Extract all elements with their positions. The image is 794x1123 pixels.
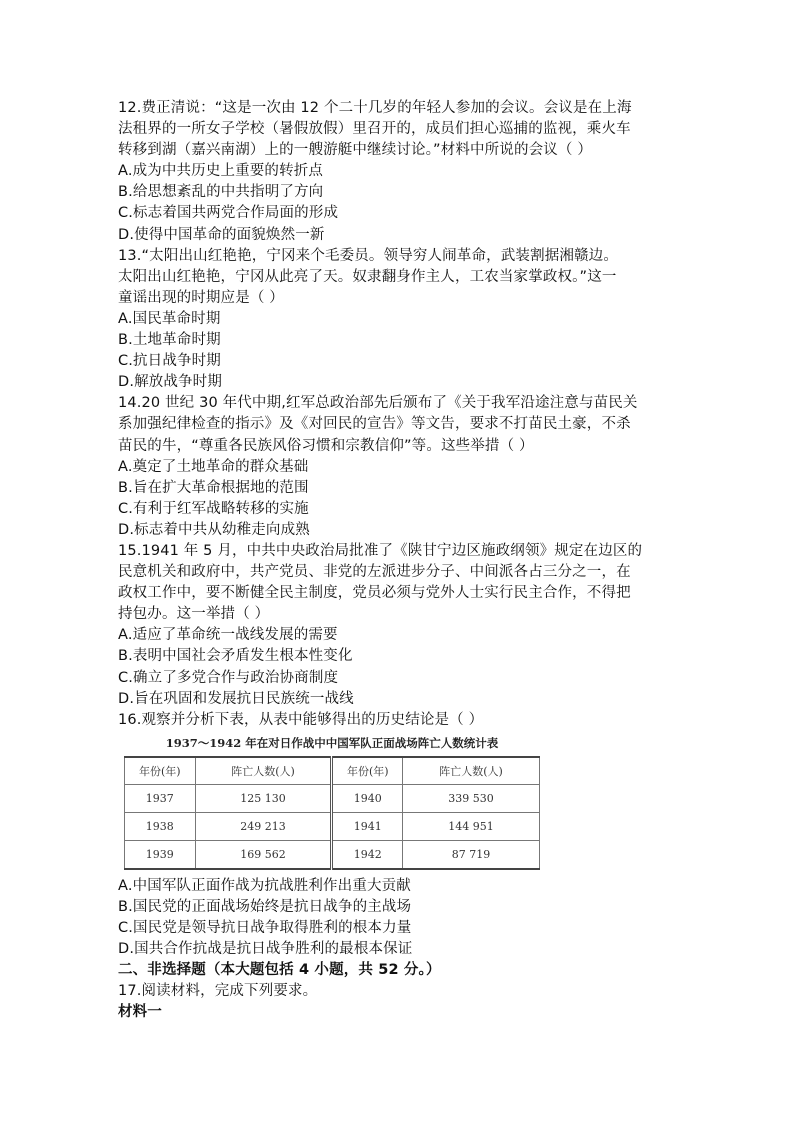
question-stem-line: 13.“太阳出山红艳艳，宁冈来个毛委员。领导穷人闹革命，武装割据湘赣边。 (118, 247, 618, 264)
question-stem-line: 12.费正清说：“这是一次由 12 个二十几岁的年轻人参加的会议。会议是在上海 (118, 100, 632, 116)
cell-year: 1939 (125, 840, 196, 869)
exam-page (118, 98, 678, 1023)
option-a: A.奠定了土地革命的群众基础 (118, 458, 309, 475)
question-stem-line: 太阳出山红艳艳，宁冈从此亮了天。奴隶翻身作主人，工农当家掌政权。”这一 (118, 268, 617, 285)
question-stem-line: 转移到湖（嘉兴南湖）上的一艘游艇中继续讨论。”材料中所说的会议（ ） (118, 142, 592, 159)
question-12 (118, 98, 678, 246)
question-stem-line: 15.1941 年 5 月，中共中央政治局批准了《陕甘宁边区施政纲领》规定在边区的 (118, 542, 643, 559)
option-d: D.国共合作抗战是抗日战争胜利的最根本保证 (118, 941, 413, 958)
option-a: A.中国军队正面作战为抗战胜利作出重大贡献 (118, 877, 411, 894)
question-17-prompt: 17.阅读材料，完成下列要求。 (118, 983, 318, 1000)
casualty-table-figure (124, 735, 540, 870)
table-header-row (125, 757, 540, 785)
option-a: A.成为中共历史上重要的转折点 (118, 163, 324, 180)
header-deaths: 阵亡人数(人) (403, 757, 540, 785)
table-row (125, 812, 540, 840)
option-b: B.表明中国社会矛盾发生根本性变化 (118, 648, 353, 665)
option-d: D.解放战争时期 (118, 374, 222, 391)
option-c: C.国民党是领导抗日战争取得胜利的根本力量 (118, 920, 412, 936)
option-a: A.国民革命时期 (118, 310, 221, 327)
cell-deaths: 169 562 (195, 840, 332, 869)
question-stem-line: 民意机关和政府中，共产党员、非党的左派进步分子、中间派各占三分之一，在 (118, 564, 631, 581)
question-16 (118, 710, 678, 960)
question-stem-line: 16.观察并分析下表，从表中能够得出的历史结论是（ ） (118, 711, 484, 728)
option-b: B.给思想紊乱的中共指明了方向 (118, 184, 324, 201)
question-14 (118, 393, 678, 541)
option-d: D.旨在巩固和发展抗日民族统一战线 (118, 690, 354, 707)
option-c: C.有利于红军战略转移的实施 (118, 500, 309, 517)
cell-deaths: 87 719 (403, 840, 540, 869)
cell-year: 1940 (332, 784, 403, 812)
question-stem-line: 持包办。这一举措（ ） (118, 606, 270, 623)
question-stem-line: 系加强纪律检查的指示》及《对回民的宣告》等文告，要求不打苗民土豪，不杀 (118, 416, 631, 433)
question-15 (118, 541, 678, 710)
question-stem-line: 政权工作中，要不断健全民主制度，党员必须与党外人士实行民主合作，不得把 (118, 585, 631, 602)
cell-year: 1938 (125, 812, 196, 840)
question-stem-line: 童谣出现的时期应是（ ） (118, 289, 284, 306)
question-stem-line: 14.20 世纪 30 年代中期,红军总政治部先后颁布了《关于我军沿途注意与苗民关 (118, 395, 638, 412)
question-13 (118, 246, 678, 394)
cell-year: 1942 (332, 840, 403, 869)
cell-deaths: 339 530 (403, 784, 540, 812)
question-stem-line: 苗民的牛，“尊重各民族风俗习惯和宗教信仰”等。这些举措（ ） (118, 437, 534, 454)
option-d: D.标志着中共从幼稚走向成熟 (118, 521, 310, 538)
header-year: 年份(年) (332, 757, 403, 785)
option-c: C.抗日战争时期 (118, 353, 221, 370)
question-stem-line: 法租界的一所女子学校（暑假放假）里召开的，成员们担心巡捕的监视，乘火车 (118, 121, 631, 138)
option-d: D.使得中国革命的面貌焕然一新 (118, 226, 325, 243)
cell-deaths: 249 213 (195, 812, 332, 840)
option-b: B.国民党的正面战场始终是抗日战争的主战场 (118, 898, 412, 915)
header-deaths: 阵亡人数(人) (195, 757, 332, 785)
option-b: B.旨在扩大革命根据地的范围 (118, 479, 309, 496)
section-heading: 二、非选择题（本大题包括 4 小题，共 52 分。） (118, 962, 441, 979)
option-c: C.确立了多党合作与政治协商制度 (118, 669, 339, 686)
cell-deaths: 125 130 (195, 784, 332, 812)
header-year: 年份(年) (125, 757, 196, 785)
table-title: 1937～1942 年在对日作战中中国军队正面战场阵亡人数统计表 (165, 735, 499, 750)
cell-year: 1937 (125, 784, 196, 812)
option-b: B.土地革命时期 (118, 332, 221, 349)
section-non-choice (118, 960, 678, 1023)
table-row (125, 840, 540, 869)
cell-deaths: 144 951 (403, 812, 540, 840)
material-label: 材料一 (118, 1004, 162, 1021)
casualty-table (124, 756, 540, 870)
option-c: C.标志着国共两党合作局面的形成 (118, 205, 339, 222)
cell-year: 1941 (332, 812, 403, 840)
option-a: A.适应了革命统一战线发展的需要 (118, 627, 338, 644)
table-row (125, 784, 540, 812)
